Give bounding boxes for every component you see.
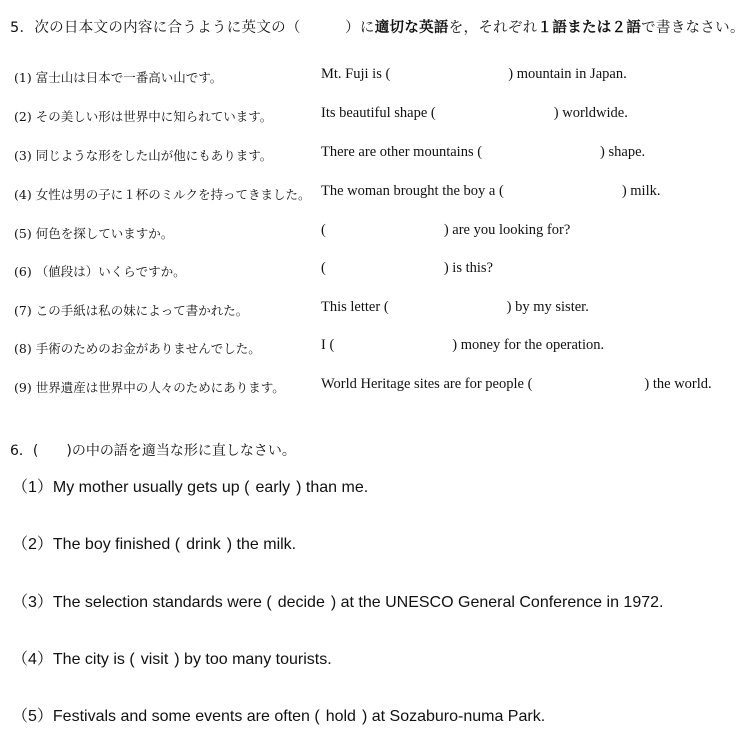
section6-heading: 6．( )の中の語を適当な形に直しなさい。 — [10, 443, 296, 459]
s5-item-2-japanese: (2) その美しい形は世界中に知られています。 — [14, 109, 273, 124]
s5-item-7-japanese: (7) この手紙は私の妹によって書かれた。 — [14, 303, 249, 318]
section5-instruction-d: １語または２語 — [537, 20, 642, 36]
s5-item-9-japanese: (9) 世界遺産は世界中の人々のためにあります。 — [14, 380, 285, 395]
s6-item-5: （5）Festivals and some events are often ( hold ) at Sozaburo-numa Park. — [12, 708, 546, 725]
s5-item-6-japanese: (6) （値段は）いくらですか。 — [14, 264, 186, 279]
s5-item-8-english: I ( ) money for the operation. — [321, 337, 605, 353]
section5-instruction-c: を，それぞれ — [448, 20, 538, 36]
s5-item-1-japanese: (1) 富士山は日本で一番高い山です。 — [14, 70, 223, 85]
s5-item-4-japanese: (4) 女性は男の子に１杯のミルクを持ってきました。 — [14, 187, 311, 202]
section5-instruction-a: 次の日本文の内容に合うように英文の（ ）に — [34, 20, 375, 36]
s5-item-5-english: ( ) are you looking for? — [321, 222, 571, 238]
s5-item-4-english: The woman brought the boy a ( ) milk. — [321, 183, 661, 199]
s5-item-7-english: This letter ( ) by my sister. — [321, 299, 589, 315]
s5-item-6-english: ( ) is this? — [321, 260, 493, 276]
section5-instruction-e: で書きなさい。 — [641, 20, 745, 36]
section5-instruction-b: 適切な英語 — [374, 20, 449, 36]
s5-item-8-japanese: (8) 手術のためのお金がありませんでした。 — [14, 341, 261, 356]
s6-item-4: （4）The city is ( visit ) by too many tourists. — [12, 651, 332, 668]
s5-item-5-japanese: (5) 何色を探していますか。 — [14, 226, 174, 241]
section5-number: 5． — [10, 20, 35, 36]
s6-item-1: （1）My mother usually gets up ( early ) than me. — [12, 479, 369, 496]
s5-item-3-japanese: (3) 同じような形をした山が他にもあります。 — [14, 148, 273, 163]
s6-item-3: （3）The selection standards were ( decide ) at the UNESCO General Conference in 1972. — [12, 594, 664, 611]
section5-heading — [10, 16, 745, 37]
s6-item-2: （2）The boy finished ( drink ) the milk. — [12, 536, 297, 553]
s5-item-9-english: World Heritage sites are for people ( ) the world. — [321, 376, 712, 392]
s5-item-1-english: Mt. Fuji is ( ) mountain in Japan. — [321, 66, 627, 82]
s5-item-2-english: Its beautiful shape ( ) worldwide. — [321, 105, 628, 121]
s5-item-3-english: There are other mountains ( ) shape. — [321, 144, 646, 160]
